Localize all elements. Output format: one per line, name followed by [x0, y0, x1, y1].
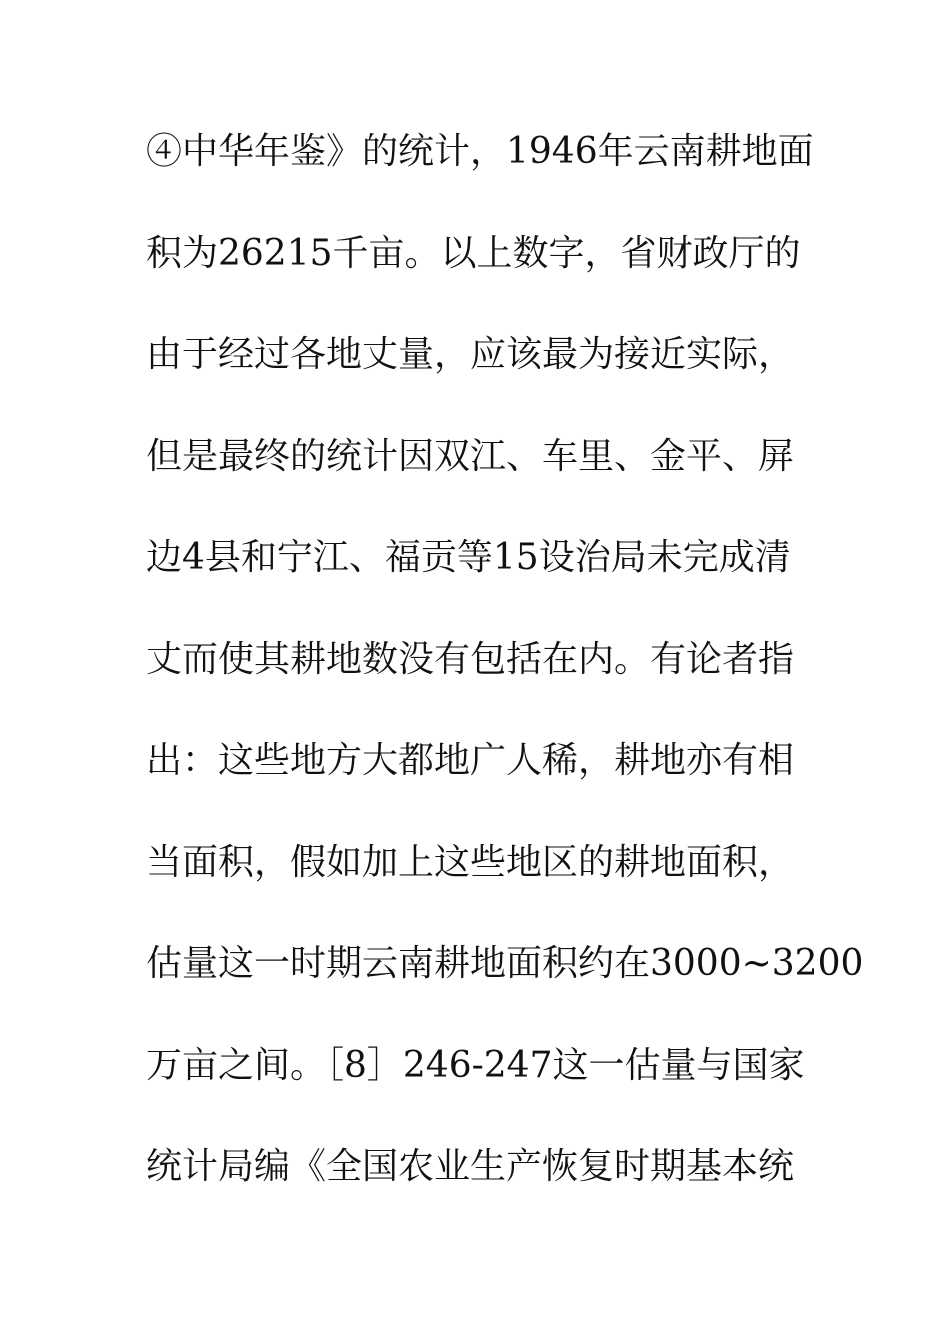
text-line-6: 丈而使其耕地数没有包括在内。有论者指: [146, 638, 795, 680]
text-line-7: 出：这些地方大都地广人稀，耕地亦有相: [146, 740, 795, 781]
text-line-5: 边4县和宁江、福贡等15设治局未完成清: [146, 537, 791, 578]
text-line-1: ④中华年鉴》的统计，1946年云南耕地面: [146, 131, 814, 172]
text-line-8: 当面积，假如加上这些地区的耕地面积，: [146, 841, 795, 883]
text-line-2: 积为26215千亩。以上数字，省财政厅的: [146, 232, 801, 274]
text-line-9: 估量这一时期云南耕地面积约在3000~3200: [146, 943, 864, 984]
body-paragraph: [146, 120, 864, 1237]
text-line-10: 万亩之间。［8］246-247这一估量与国家: [146, 1044, 805, 1086]
text-line-3: 由于经过各地丈量，应该最为接近实际，: [146, 334, 795, 375]
text-line-4: 但是最终的统计因双江、车里、金平、屏: [146, 435, 795, 477]
text-line-11: 统计局编《全国农业生产恢复时期基本统: [146, 1146, 795, 1187]
